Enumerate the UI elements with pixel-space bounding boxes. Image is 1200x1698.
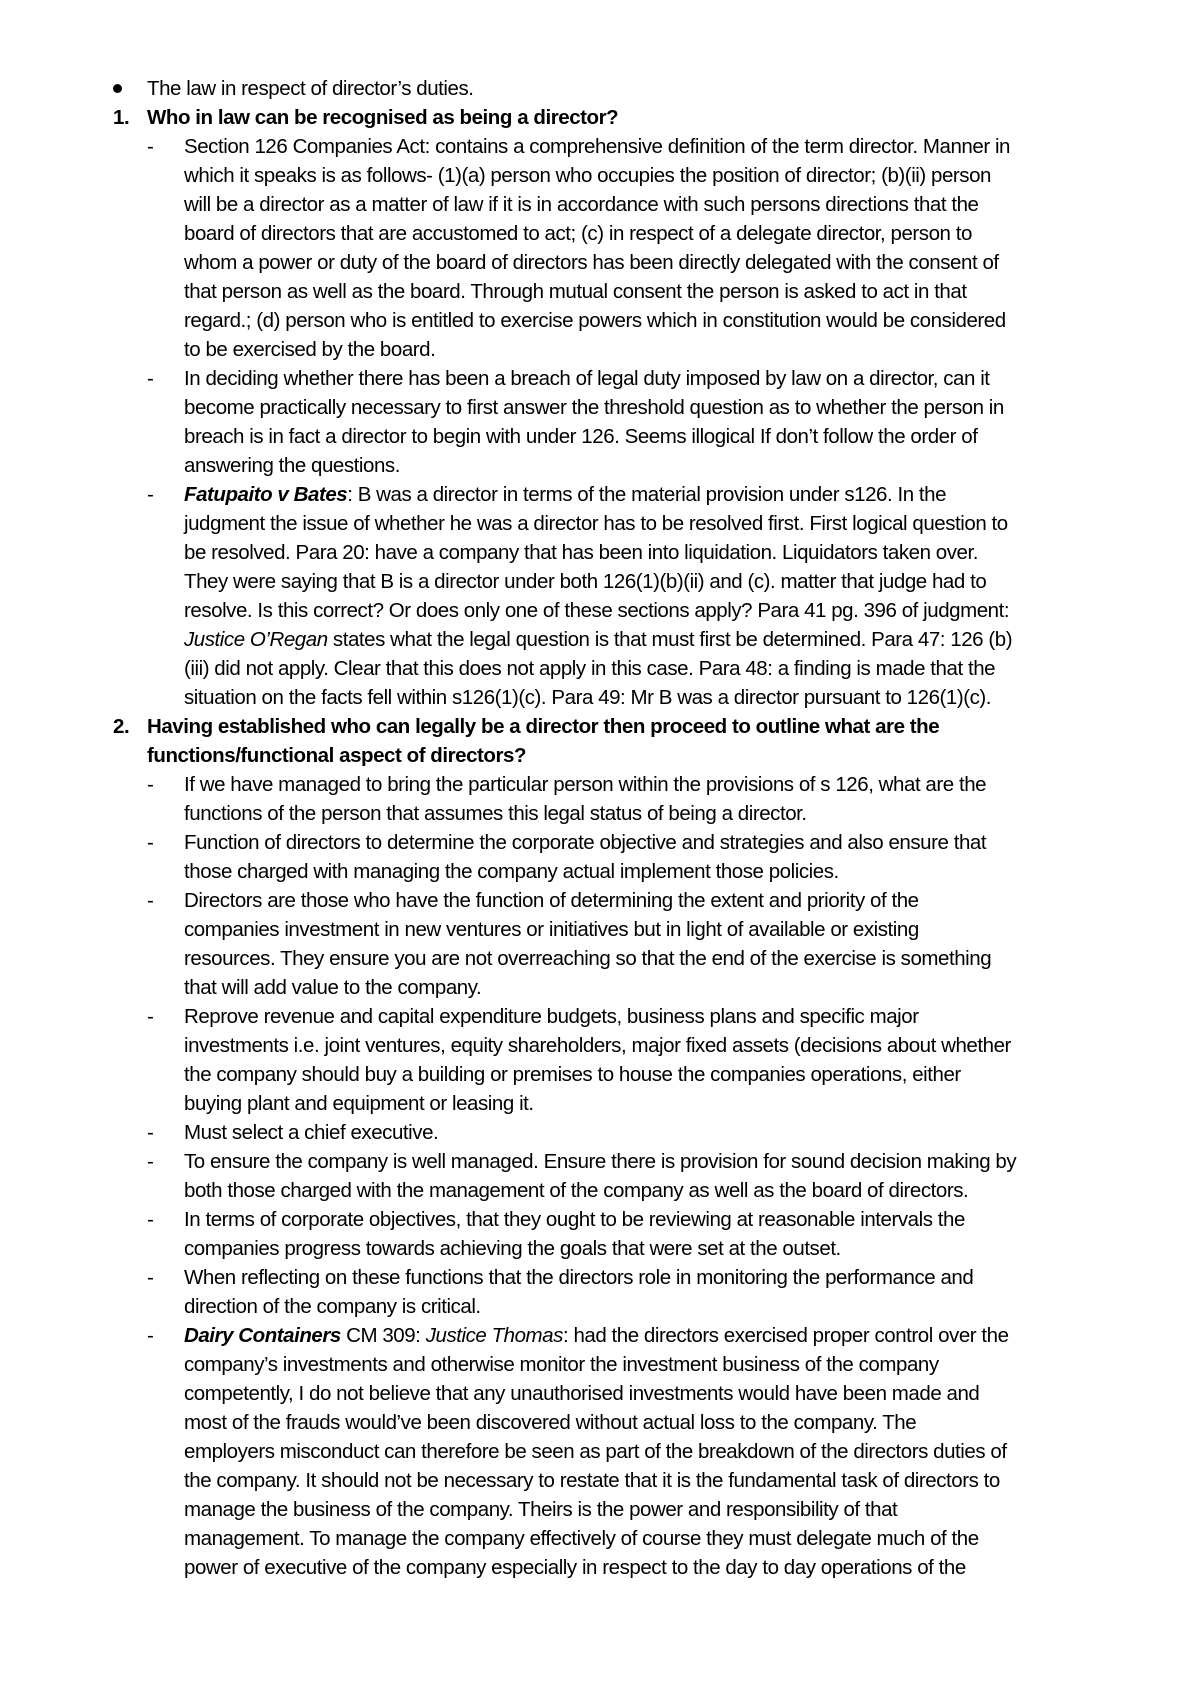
text-line: direction of the company is critical. — [184, 1295, 481, 1318]
text-line: be resolved. Para 20: have a company that has been into liquidation. Liquidators taken over. — [184, 541, 978, 564]
text-line: that will add value to the company. — [184, 976, 482, 999]
text-line: resources. They ensure you are not overreaching so that the end of the exercise is something — [184, 947, 992, 970]
text-line: manage the business of the company. Theirs is the power and responsibility of that — [184, 1498, 898, 1521]
text-line: In deciding whether there has been a breach of legal duty imposed by law on a director, can it — [184, 367, 990, 390]
text-line: management. To manage the company effectively of course they must delegate much of the — [184, 1527, 979, 1550]
text-line: the company. It should not be necessary to restate that it is the fundamental task of directors to — [184, 1469, 1000, 1492]
text-run: states what the legal question is that must first be determined. Para 47: 126 (b) — [327, 628, 1013, 651]
section-number: 1. — [113, 106, 130, 129]
text-line: judgment the issue of whether he was a director has to be resolved first. First logical question to — [184, 512, 1008, 535]
text-line: will be a director as a matter of law if it is in accordance with such persons directions that the — [184, 193, 979, 216]
text-line: companies progress towards achieving the goals that were set at the outset. — [184, 1237, 841, 1260]
dash-marker: - — [147, 1208, 154, 1231]
text-line: breach is in fact a director to begin with under 126. Seems illogical If don’t follow the order of — [184, 425, 978, 448]
section-title: Having established who can legally be a director then proceed to outline what are the — [147, 715, 940, 738]
text-run: CM 309: — [340, 1324, 426, 1347]
judge-name: Justice O’Regan — [184, 628, 328, 651]
text-line: resolve. Is this correct? Or does only one of these sections apply? Para 41 pg. 396 of judgment: — [184, 599, 1010, 622]
case-name: Dairy Containers — [184, 1324, 341, 1347]
dash-marker: - — [147, 367, 154, 390]
text-line: that person as well as the board. Through mutual consent the person is asked to act in that — [184, 280, 967, 303]
dash-marker: - — [147, 1005, 154, 1028]
text-line: buying plant and equipment or leasing it. — [184, 1092, 534, 1115]
text-line: Function of directors to determine the corporate objective and strategies and also ensure that — [184, 831, 987, 854]
text-line: both those charged with the management of the company as well as the board of directors. — [184, 1179, 969, 1202]
text-line: When reflecting on these functions that the directors role in monitoring the performance and — [184, 1266, 974, 1289]
case-name: Fatupaito v Bates — [184, 483, 348, 506]
text-line — [184, 625, 1012, 654]
dash-marker: - — [147, 1121, 154, 1144]
text-line: the company should buy a building or premises to house the companies operations, either — [184, 1063, 961, 1086]
text-run: : had the directors exercised proper control over the — [562, 1324, 1009, 1347]
text-line: whom a power or duty of the board of directors has been directly delegated with the consent of — [184, 251, 999, 274]
text-line: competently, I do not believe that any unauthorised investments would have been made and — [184, 1382, 980, 1405]
dash-marker: - — [147, 1150, 154, 1173]
section-title: Who in law can be recognised as being a director? — [147, 106, 619, 129]
section-title: functions/functional aspect of directors? — [147, 744, 527, 767]
text-line: regard.; (d) person who is entitled to exercise powers which in constitution would be considered — [184, 309, 1006, 332]
text-line: Directors are those who have the function of determining the extent and priority of the — [184, 889, 919, 912]
dash-marker: - — [147, 773, 154, 796]
dash-marker: - — [147, 831, 154, 854]
text-line: those charged with managing the company actual implement those policies. — [184, 860, 839, 883]
dash-marker: - — [147, 483, 154, 506]
text-line: which it speaks is as follows- (1)(a) person who occupies the position of director; (b)(ii) person — [184, 164, 992, 187]
text-run: : B was a director in terms of the material provision under s126. In the — [347, 483, 947, 506]
section-number: 2. — [113, 715, 130, 738]
text-line: Section 126 Companies Act: contains a comprehensive definition of the term director. Manner in — [184, 135, 1011, 158]
text-line: They were saying that B is a director under both 126(1)(b)(ii) and (c). matter that judge had to — [184, 570, 987, 593]
text-line: become practically necessary to first answer the threshold question as to whether the person in — [184, 396, 1004, 419]
text-line: In terms of corporate objectives, that they ought to be reviewing at reasonable intervals the — [184, 1208, 965, 1231]
bullet-heading: The law in respect of director’s duties. — [147, 77, 474, 100]
text-line: (iii) did not apply. Clear that this does not apply in this case. Para 48: a finding is made that the — [184, 657, 996, 680]
text-line: power of executive of the company especially in respect to the day to day operations of the — [184, 1556, 966, 1579]
text-line: Must select a chief executive. — [184, 1121, 439, 1144]
text-line: answering the questions. — [184, 454, 400, 477]
text-line: situation on the facts fell within s126(1)(c). Para 49: Mr B was a director pursuant to 126(1)(c). — [184, 686, 992, 709]
dash-marker: - — [147, 1266, 154, 1289]
text-line: to be exercised by the board. — [184, 338, 436, 361]
bullet-dot — [113, 84, 122, 93]
text-line: employers misconduct can therefore be seen as part of the breakdown of the directors duties of — [184, 1440, 1007, 1463]
text-line: most of the frauds would’ve been discovered without actual loss to the company. The — [184, 1411, 917, 1434]
text-line: board of directors that are accustomed to act; (c) in respect of a delegate director, person to — [184, 222, 972, 245]
text-line: Reprove revenue and capital expenditure budgets, business plans and specific major — [184, 1005, 919, 1028]
text-line — [184, 1321, 1009, 1350]
text-line: investments i.e. joint ventures, equity shareholders, major fixed assets (decisions about whether — [184, 1034, 1011, 1057]
text-line: company’s investments and otherwise monitor the investment business of the company — [184, 1353, 939, 1376]
text-line — [184, 480, 946, 509]
dash-marker: - — [147, 889, 154, 912]
judge-name: Justice Thomas — [425, 1324, 563, 1347]
dash-marker: - — [147, 135, 154, 158]
dash-marker: - — [147, 1324, 154, 1347]
text-line: companies investment in new ventures or initiatives but in light of available or existing — [184, 918, 919, 941]
text-line: functions of the person that assumes this legal status of being a director. — [184, 802, 807, 825]
text-line: To ensure the company is well managed. Ensure there is provision for sound decision making by — [184, 1150, 1017, 1173]
text-line: If we have managed to bring the particular person within the provisions of s 126, what are the — [184, 773, 987, 796]
